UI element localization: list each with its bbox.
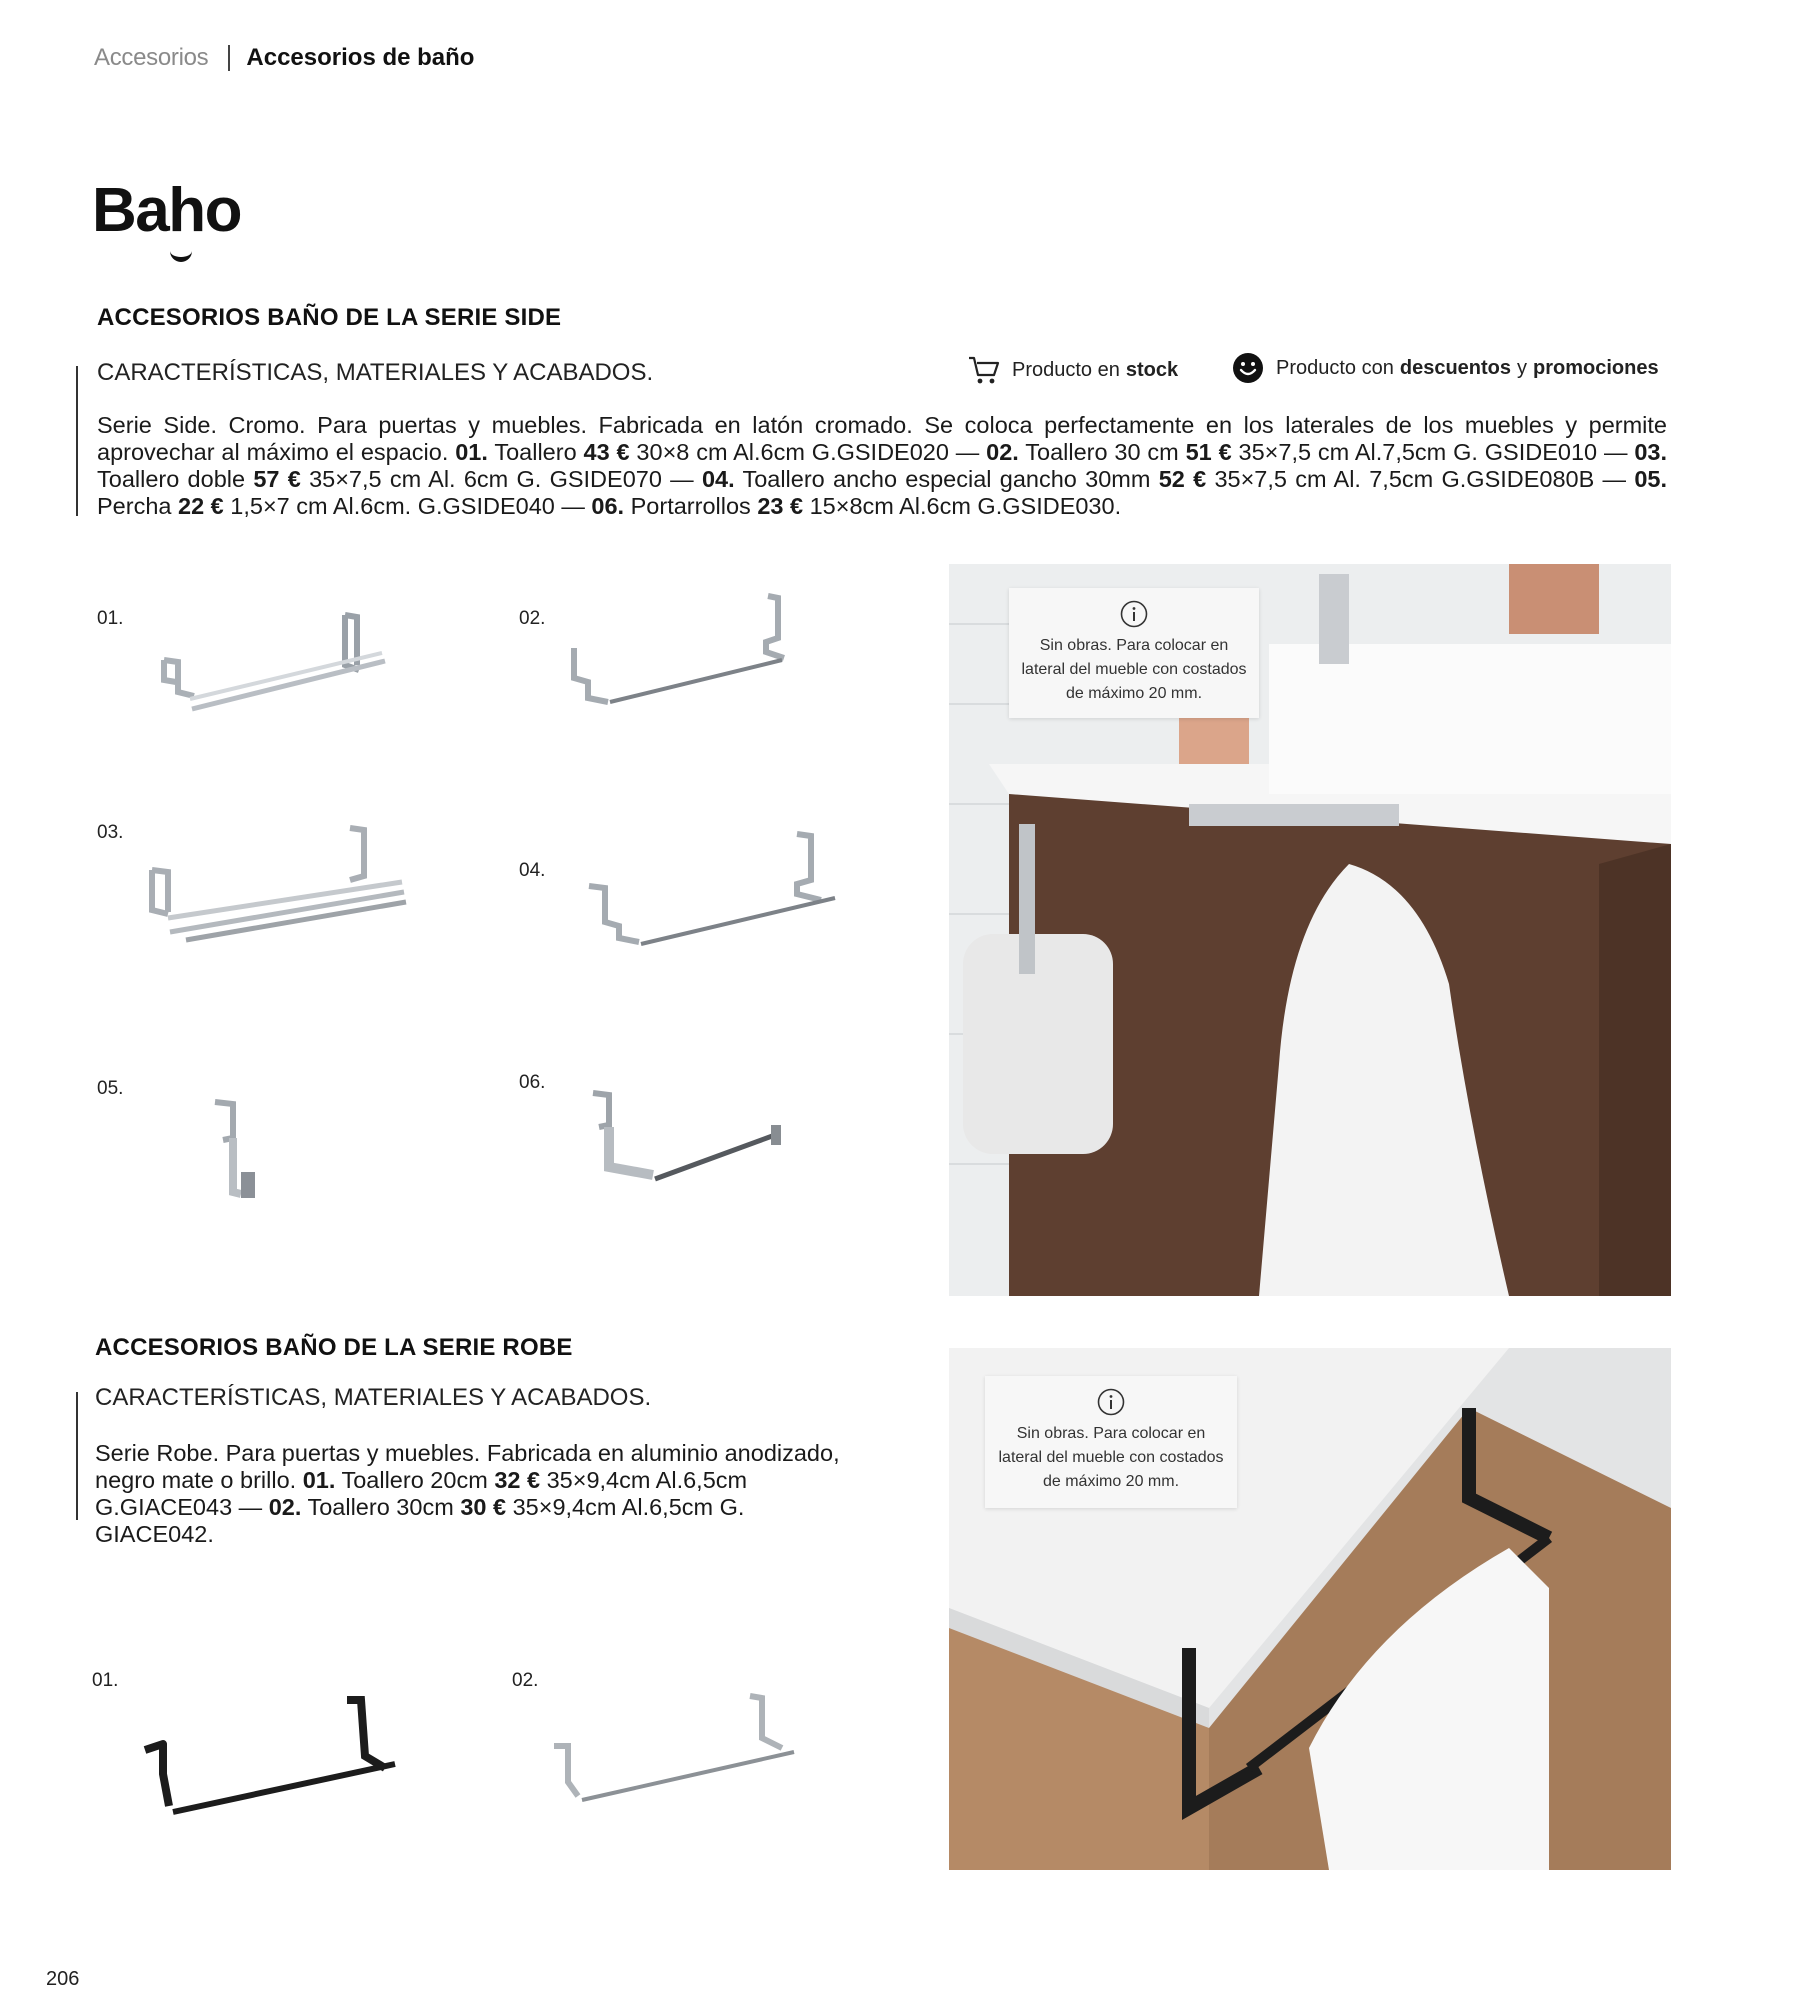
robe-product-label: 02. <box>512 1670 539 1691</box>
side-desc-bold-run: 22 € <box>178 493 224 519</box>
side-desc-text-run: Serie Side. Cromo. Para puertas y muebles. Fabricada en latón cromado. Se coloca perfectamente en los laterales de los muebles y permite aprovechar al máximo el espacio. <box>97 412 1667 465</box>
side-installation-photo <box>949 564 1671 1296</box>
robe-desc-text-run: 35×9,4cm Al.6,5cm G. GIACE042. <box>95 1494 745 1547</box>
side-left-rule <box>76 366 78 516</box>
breadcrumb <box>94 44 474 72</box>
breadcrumb-current: Accesorios de baño <box>246 44 475 71</box>
robe-desc-text-run: Toallero 20cm <box>335 1467 495 1493</box>
breadcrumb-separator <box>228 45 230 71</box>
side-info-tooltip <box>1009 588 1259 718</box>
info-icon <box>1120 600 1148 628</box>
robe-desc-bold-run: 02. <box>268 1494 302 1520</box>
side-desc-text-run: Portarrollos <box>624 493 758 519</box>
breadcrumb-parent[interactable]: Accesorios <box>94 44 209 71</box>
side-desc-text-run: Percha <box>97 493 178 519</box>
robe-installation-photo <box>949 1348 1671 1870</box>
side-desc-bold-run: 51 € <box>1185 439 1232 465</box>
side-product-label: 05. <box>97 1078 124 1099</box>
side-desc-bold-run: 03. <box>1634 439 1667 465</box>
brand-logo <box>92 175 241 246</box>
side-desc-bold-run: 05. <box>1634 466 1667 492</box>
side-desc-text-run: Toallero <box>487 439 584 465</box>
robe-desc-bold-run: 32 € <box>494 1467 541 1493</box>
side-desc-text-run: Toallero doble <box>97 466 254 492</box>
side-double-rail-03[interactable] <box>140 820 420 960</box>
robe-info-tooltip <box>985 1376 1237 1508</box>
side-section-title: ACCESORIOS BAÑO DE LA SERIE SIDE <box>97 304 562 331</box>
robe-description <box>95 1440 860 1548</box>
side-description <box>97 412 1667 520</box>
side-roll-holder-06[interactable] <box>585 1085 795 1195</box>
side-desc-bold-run: 01. <box>455 439 488 465</box>
robe-section-title: ACCESORIOS BAÑO DE LA SERIE ROBE <box>95 1334 573 1361</box>
side-desc-text-run: Toallero 30 cm <box>1018 439 1186 465</box>
side-product-label: 04. <box>519 860 546 881</box>
page-number: 206 <box>46 1968 80 1990</box>
legend-stock-prefix: Producto en <box>1012 358 1120 381</box>
side-desc-text-run: 35×7,5 cm Al. 7,5cm G.GSIDE080B — <box>1206 466 1635 492</box>
side-towel-rail-02[interactable] <box>560 588 820 718</box>
side-subtitle: CARACTERÍSTICAS, MATERIALES Y ACABADOS. <box>97 359 654 386</box>
legend-stock <box>966 352 1178 388</box>
robe-desc-text-run: Serie Robe. Para puertas y muebles. Fabricada en aluminio anodizado, negro mate o brillo. <box>95 1440 840 1493</box>
cart-icon <box>966 352 1002 388</box>
robe-subtitle: CARACTERÍSTICAS, MATERIALES Y ACABADOS. <box>95 1384 652 1411</box>
robe-black-rail-01[interactable] <box>135 1690 415 1830</box>
info-icon <box>1097 1388 1125 1416</box>
legend-promo <box>1232 352 1659 384</box>
side-desc-bold-run: 02. <box>986 439 1019 465</box>
legend-stock-bold: stock <box>1125 358 1179 381</box>
robe-desc-text-run: 35×9,4cm Al.6,5cm G.GIACE043 — <box>95 1467 748 1520</box>
side-desc-bold-run: 43 € <box>583 439 630 465</box>
side-desc-bold-run: 04. <box>701 466 735 492</box>
smiley-icon <box>1232 352 1264 384</box>
side-desc-text-run: 30×8 cm Al.6cm G.GSIDE020 — <box>629 439 987 465</box>
brand-logo-text: Baho <box>92 176 241 245</box>
robe-desc-bold-run: 30 € <box>460 1494 507 1520</box>
side-desc-bold-run: 52 € <box>1158 466 1207 492</box>
robe-desc-text-run: Toallero 30cm <box>301 1494 461 1520</box>
side-desc-text-run: Toallero ancho especial gancho 30mm <box>734 466 1159 492</box>
robe-chrome-rail-02[interactable] <box>548 1690 808 1820</box>
side-desc-text-run: 1,5×7 cm Al.6cm. G.GSIDE040 — <box>223 493 592 519</box>
side-desc-bold-run: 06. <box>591 493 625 519</box>
side-towel-rail-01[interactable] <box>150 605 400 735</box>
side-desc-bold-run: 57 € <box>253 466 301 492</box>
robe-product-label: 01. <box>92 1670 119 1691</box>
legend-promo-prefix: Producto con <box>1276 356 1394 379</box>
robe-info-text: Sin obras. Para colocar en lateral del mueble con costados de máximo 20 mm. <box>998 1425 1224 1490</box>
side-desc-text-run: 15×8cm Al.6cm G.GSIDE030. <box>803 493 1122 519</box>
side-desc-text-run: 35×7,5 cm Al.7,5cm G. GSIDE010 — <box>1231 439 1635 465</box>
side-product-label: 01. <box>97 608 124 629</box>
side-desc-bold-run: 23 € <box>757 493 804 519</box>
legend-promo-mid: y <box>1517 356 1528 379</box>
legend-promo-bold1: descuentos <box>1399 356 1512 379</box>
robe-left-rule <box>76 1392 78 1520</box>
side-desc-text-run: 35×7,5 cm Al. 6cm G. GSIDE070 — <box>300 466 702 492</box>
side-wide-rail-04[interactable] <box>575 826 855 966</box>
side-product-label: 03. <box>97 822 124 843</box>
logo-smile-mark <box>170 245 192 262</box>
side-product-label: 02. <box>519 608 546 629</box>
robe-desc-bold-run: 01. <box>302 1467 336 1493</box>
side-info-text: Sin obras. Para colocar en lateral del mueble con costados de máximo 20 mm. <box>1021 637 1247 702</box>
legend-promo-bold2: promociones <box>1533 356 1659 379</box>
side-hook-05[interactable] <box>205 1092 295 1202</box>
side-product-label: 06. <box>519 1072 546 1093</box>
